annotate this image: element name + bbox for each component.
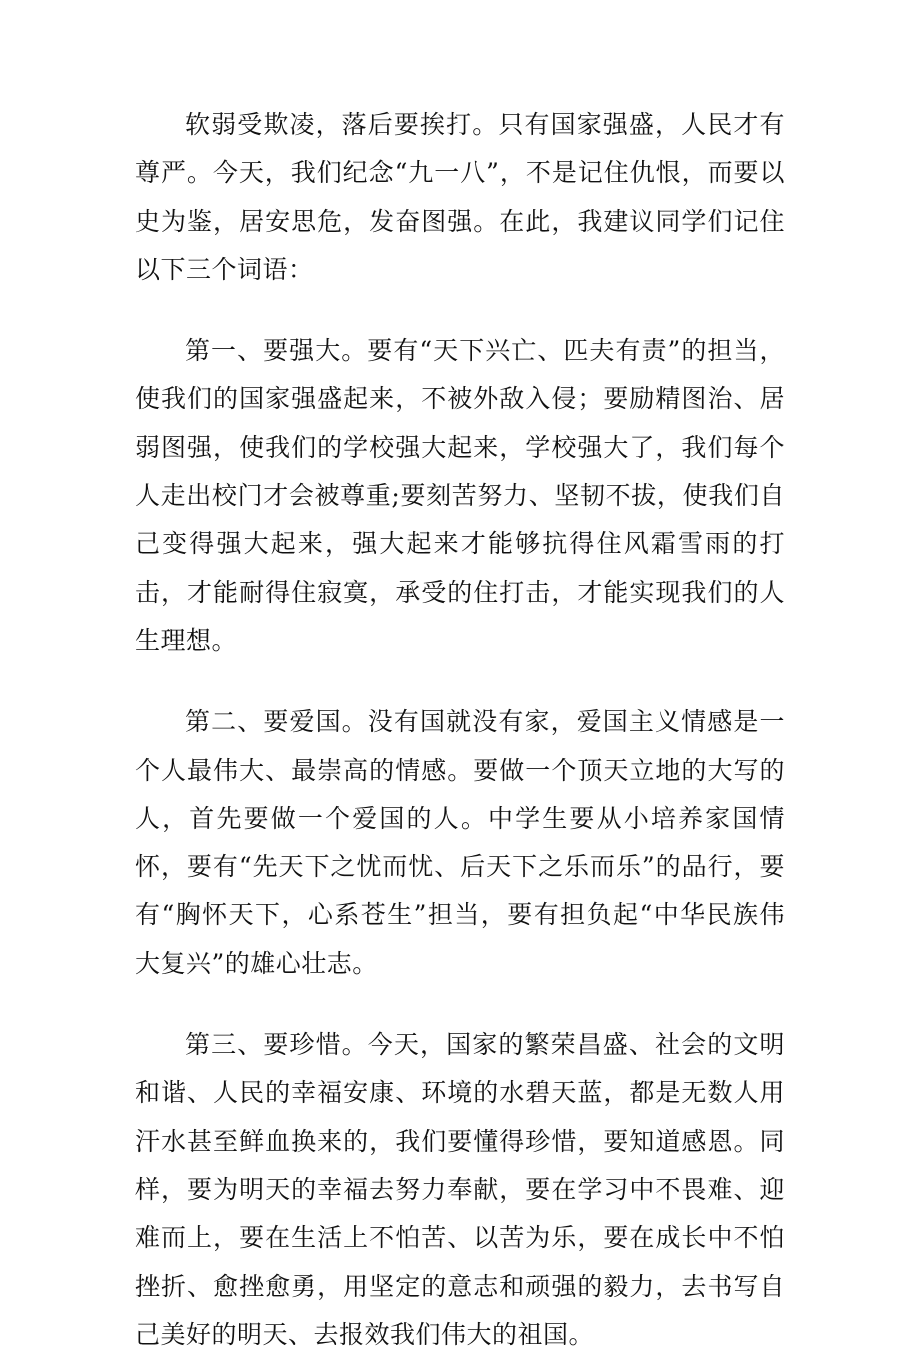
paragraph-point-three: 第三、要珍惜。今天，国家的繁荣昌盛、社会的文明和谐、人民的幸福安康、环境的水碧天蓝，都是无数人用汗水甚至鲜血换来的，我们要懂得珍惜，要知道感恩。同样，要为明天的幸福去努力奉献，要在学习中不畏难、迎难而上，要在生活上不怕苦、以苦为乐，要在成长中不怕挫折、愈挫愈勇，用坚定的意志和顽强的毅力，去书写自己美好的明天、去报效我们伟大的祖国。: [135, 1030, 785, 1349]
paragraph-intro: 软弱受欺凌，落后要挨打。只有国家强盛，人民才有尊严。今天，我们纪念“九一八”，不是记住仇恨，而要以史为鉴，居安思危，发奋图强。在此，我建议同学们记住以下三个词语：: [135, 110, 785, 284]
paragraph-point-two: 第二、要爱国。没有国就没有家，爱国主义情感是一个人最伟大、最崇高的情感。要做一个顶天立地的大写的人，首先要做一个爱国的人。中学生要从小培养家国情怀，要有“先天下之忧而忧、后天下之乐而乐”的品行，要有“胸怀天下，心系苍生”担当，要有担负起“中华民族伟大复兴”的雄心壮志。: [135, 707, 785, 978]
paragraph-spacer: [135, 988, 785, 1021]
document-body: [135, 101, 785, 1359]
paragraph-spacer: [135, 665, 785, 698]
paragraph-point-one: 第一、要强大。要有“天下兴亡、匹夫有责”的担当，使我们的国家强盛起来，不被外敌入侵；要励精图治、居弱图强，使我们的学校强大起来，学校强大了，我们每个人走出校门才会被尊重;要刻苦努力、坚韧不拔，使我们自己变得强大起来，强大起来才能够抗得住风霜雪雨的打击，才能耐得住寂寞，承受的住打击，才能实现我们的人生理想。: [135, 336, 785, 655]
paragraph-spacer: [135, 294, 785, 327]
